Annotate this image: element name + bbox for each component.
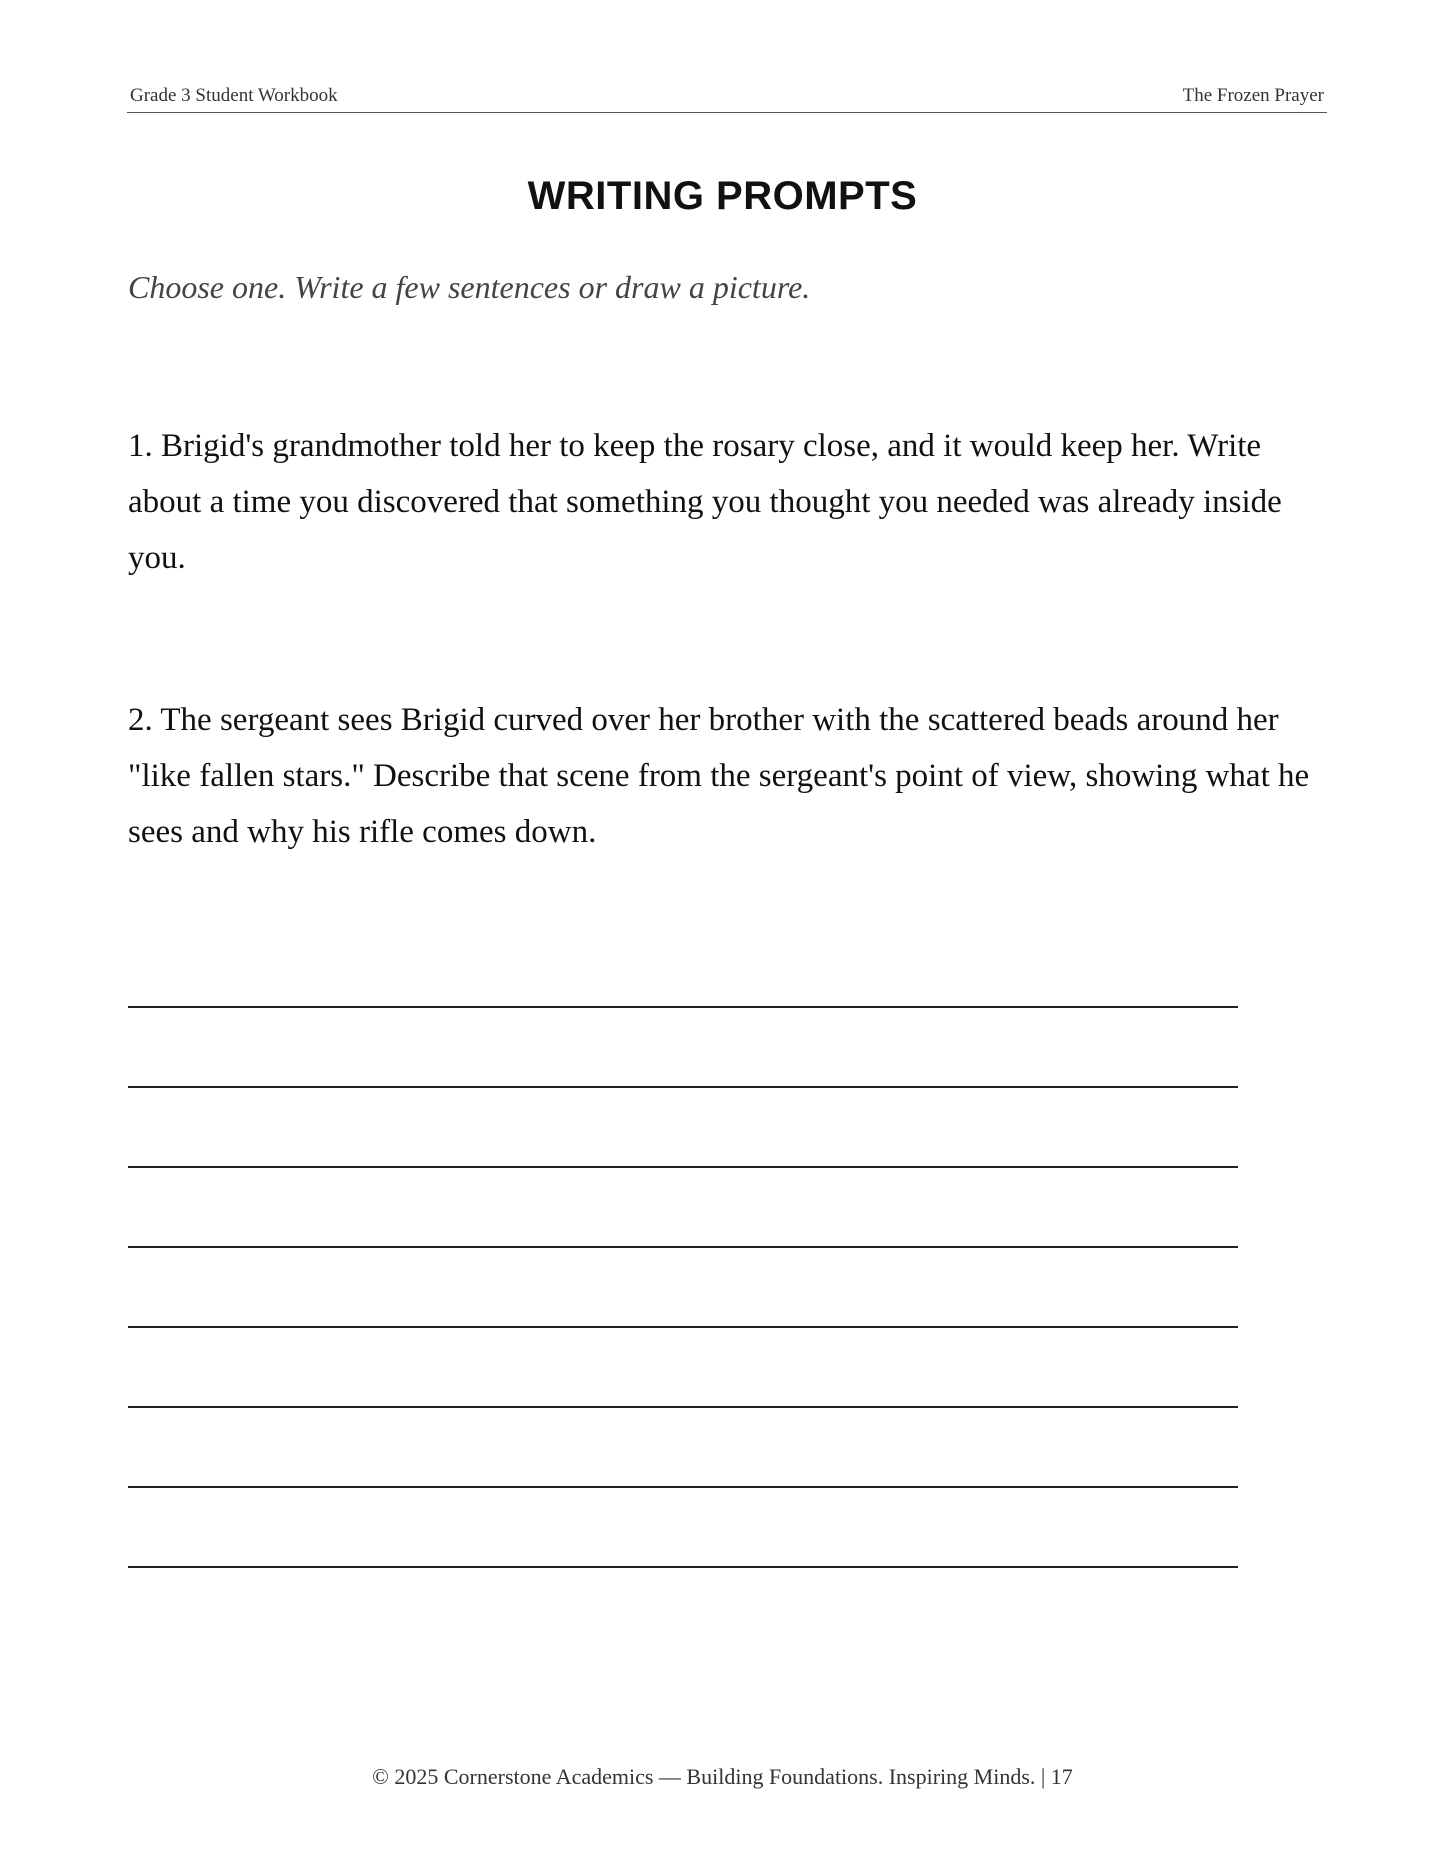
answer-line[interactable] [128, 938, 1238, 1008]
answer-line[interactable] [128, 1008, 1238, 1088]
answer-line[interactable] [128, 1328, 1238, 1408]
answer-line[interactable] [128, 1408, 1238, 1488]
answer-line[interactable] [128, 1488, 1238, 1568]
page-title: WRITING PROMPTS [527, 174, 918, 218]
answer-line[interactable] [128, 1248, 1238, 1328]
writing-prompt-1: 1. Brigid's grandmother told her to keep the rosary close, and it would keep her. Write about a time you discovered that something you thought you needed was already inside you. [128, 428, 1282, 576]
answer-line[interactable] [128, 1088, 1238, 1168]
writing-prompt-2: 2. The sergeant sees Brigid curved over her brother with the scattered beads around her "like fallen stars." Describe that scene from the sergeant's point of view, showing what he sees and why his rifle comes down. [128, 702, 1310, 850]
page-footer: © 2025 Cornerstone Academics — Building Foundations. Inspiring Minds. | 17 [372, 1764, 1073, 1789]
page-header [127, 82, 1327, 113]
header-workbook-title: Grade 3 Student Workbook [130, 85, 338, 106]
instructions: Choose one. Write a few sentences or draw a picture. [128, 269, 811, 305]
answer-line[interactable] [128, 1168, 1238, 1248]
answer-lines [128, 938, 1238, 1568]
header-story-title: The Frozen Prayer [1182, 85, 1324, 106]
